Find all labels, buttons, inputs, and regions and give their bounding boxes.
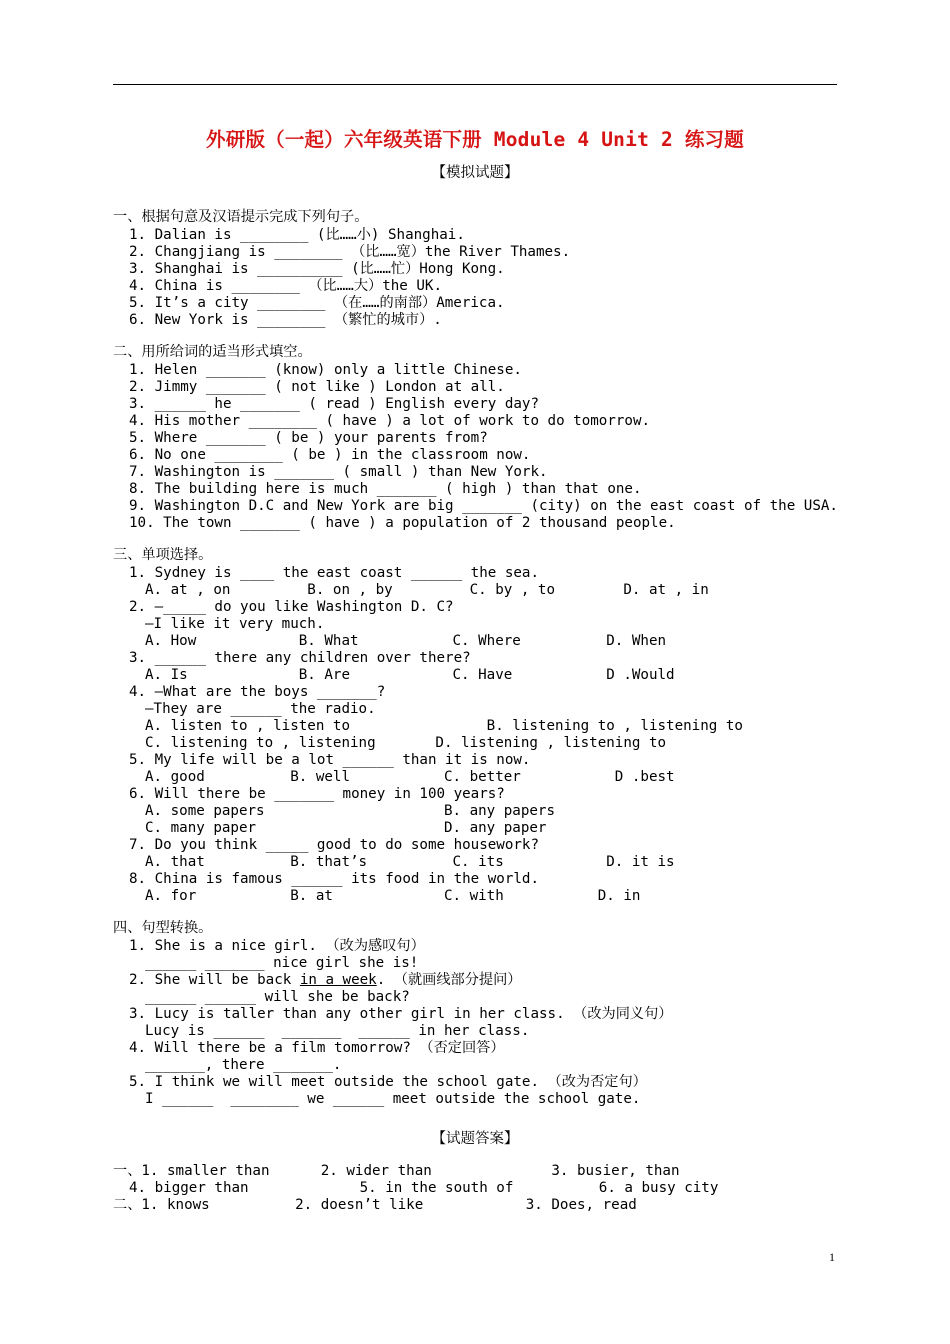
underlined-phrase: in a week [299,972,377,988]
text-line: C. many paper D. any paper [145,820,547,836]
text-line: 一、1. smaller than 2. wider than 3. busier, than [113,1163,680,1179]
text-line: A. at , on B. on , by C. by , to D. at , in [145,582,709,598]
text-line: 3. ______ he _______ ( read ) English every day? [129,396,539,412]
text-line: 7. Washington is _______ ( small ) than New York. [129,464,548,480]
text-line: A. listen to , listen to B. listening to , listening to [145,718,743,734]
text-line: 1. Dalian is ________ (比……小) Shanghai. [129,227,465,243]
text-line: A. some papers B. any papers [145,803,555,819]
text-line: 6. No one ________ ( be ) in the classroom now. [129,447,531,463]
text-line: 二、1. knows 2. doesn’t like 3. Does, read [113,1197,637,1213]
text-line: —They are ______ the radio. [145,701,376,717]
text-line: 四、句型转换。 [113,920,213,936]
text-line: 4. bigger than 5. in the south of 6. a busy city [129,1180,719,1196]
text-line: _______, there _______. [145,1057,342,1073]
text-line: 8. China is famous ______ its food in the world. [129,871,539,887]
text-line: 4. China is ________ （比……大）the UK. [129,278,442,294]
text-line: 二、用所给词的适当形式填空。 [113,344,312,360]
text-line: 9. Washington D.C and New York are big _______ (city) on the east coast of the USA. [129,498,838,514]
text-line: 5. It’s a city ________ （在……的南部）America. [129,295,505,311]
text-line: ______ ______ will she be back? [145,989,410,1005]
text-line: 7. Do you think _____ good to do some housework? [129,837,539,853]
text-line: 三、单项选择。 [113,547,213,563]
text-line: 2. She will be back in a week. （就画线部分提问） [129,972,522,988]
text-line: A. that B. that’s C. its D. it is [145,854,675,870]
text-line: 5. My life will be a lot ______ than it is now. [129,752,531,768]
page-title: 外研版（一起）六年级英语下册 Module 4 Unit 2 练习题 [206,128,744,151]
text-line: A. How B. What C. Where D. When [145,633,667,649]
text-line: —I like it very much. [145,616,325,632]
text-line: 3. Lucy is taller than any other girl in her class. （改为同义句） [129,1006,673,1022]
text-line: 8. The building here is much _______ ( high ) than that one. [129,481,642,497]
text-line: 1. She is a nice girl. （改为感叹句） [129,938,425,954]
text-line: 4. Will there be a film tomorrow? （否定回答） [129,1040,505,1056]
text-line: 3. Shanghai is __________ (比……忙）Hong Kong. [129,261,505,277]
text-line: 1. Sydney is ____ the east coast ______ the sea. [129,565,539,581]
text-line: 2. —_____ do you like Washington D. C? [129,599,454,615]
section-heading-answers: 【试题答案】 [431,1131,519,1147]
page-number: 1 [829,1250,835,1264]
text-line: 3. ______ there any children over there? [129,650,471,666]
text-line: A. good B. well C. better D .best [145,769,675,785]
text-line: 10. The town _______ ( have ) a population of 2 thousand people. [129,515,676,531]
text-line: 4. —What are the boys _______? [129,684,386,700]
text-line: 4. His mother ________ ( have ) a lot of work to do tomorrow. [129,413,651,429]
section-heading-mock-test: 【模拟试题】 [431,165,519,181]
text-line: 1. Helen _______ (know) only a little Chinese. [129,362,522,378]
text-line: 6. Will there be _______ money in 100 years? [129,786,505,802]
text-line: Lucy is ______ _______ ______ in her class. [145,1023,530,1039]
text-line: C. listening to , listening D. listening , listening to [145,735,667,751]
text-line: A. for B. at C. with D. in [145,888,641,904]
text-line: 5. I think we will meet outside the school gate. （改为否定句） [129,1074,647,1090]
header-rule [113,84,837,85]
text-line: A. Is B. Are C. Have D .Would [145,667,675,683]
text-line: 5. Where _______ ( be ) your parents from? [129,430,488,446]
text-line: I ______ ________ we ______ meet outside the school gate. [145,1091,641,1107]
text-line: 一、根据句意及汉语提示完成下列句子。 [113,209,369,225]
text-line: ______ _______ nice girl she is! [145,955,419,971]
text-line: 2. Changjiang is ________ （比……宽）the River Thames. [129,244,571,260]
text-line: 2. Jimmy _______ ( not like ) London at all. [129,379,505,395]
text-line: 6. New York is ________ （繁忙的城市）. [129,312,442,328]
